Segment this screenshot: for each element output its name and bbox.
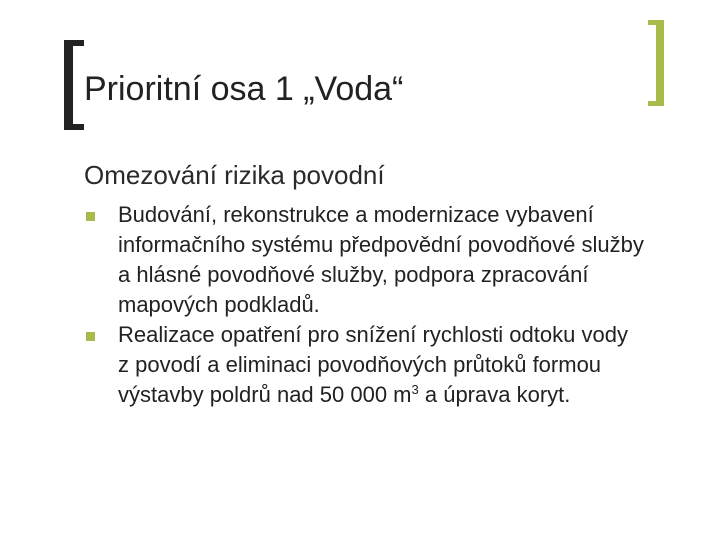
right-bracket-bottom-decoration: [648, 101, 664, 106]
bullet-list: [84, 200, 644, 410]
left-bracket-decoration: [64, 40, 73, 130]
square-bullet-icon: [86, 212, 95, 221]
right-bracket-top-decoration: [648, 20, 664, 25]
bullet-text-part: a úprava koryt.: [418, 382, 571, 407]
left-bracket-bottom-decoration: [64, 124, 84, 130]
bullet-item: [84, 200, 644, 320]
bullet-text: [118, 322, 628, 407]
bullet-text: Budování, rekonstrukce a modernizace vybavení informačního systému předpovědní povodňové služby a hlásné povodňové služby, podpora zpracování mapových podkladů.: [118, 202, 644, 317]
square-bullet-icon: [86, 332, 95, 341]
bullet-item: [84, 320, 644, 410]
bullet-text-part: Realizace opatření pro snížení rychlosti odtoku vody z povodí a eliminaci povodňových průtoků formou výstavby poldrů nad 50 000 m: [118, 322, 628, 407]
right-bracket-decoration: [656, 20, 664, 106]
slide-title: Prioritní osa 1 „Voda“: [84, 70, 404, 108]
superscript: 3: [411, 382, 419, 397]
left-bracket-top-decoration: [64, 40, 84, 46]
slide-subtitle: Omezování rizika povodní: [84, 160, 385, 190]
